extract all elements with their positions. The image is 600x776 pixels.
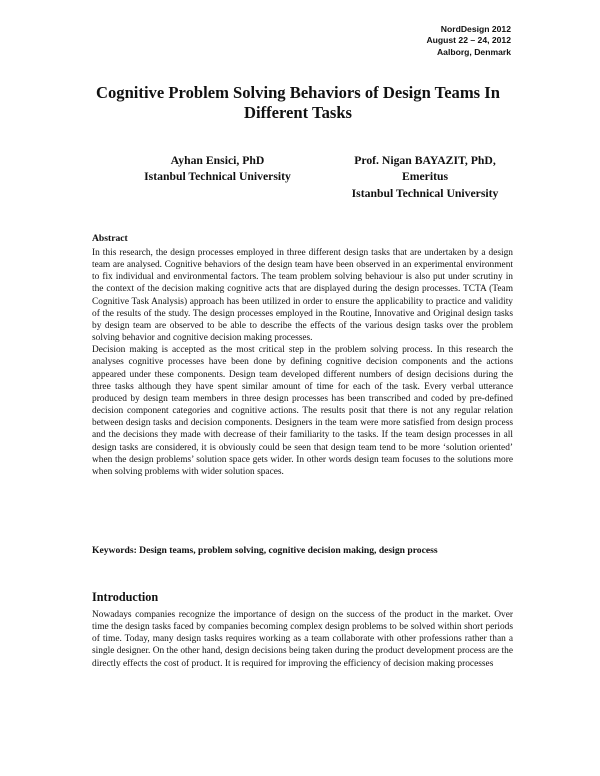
abstract-body bbox=[92, 247, 513, 478]
title-line-1: Cognitive Problem Solving Behaviors of Design Teams In bbox=[96, 83, 500, 102]
introduction-heading: Introduction bbox=[92, 590, 159, 604]
keywords: Keywords: Design teams, problem solving, cognitive decision making, design process bbox=[92, 545, 438, 556]
author-2-affiliation: Istanbul Technical University bbox=[351, 186, 499, 200]
conference-name: NordDesign 2012 bbox=[440, 24, 511, 34]
introduction-paragraph: Nowadays companies recognize the importance of design on the success of the product in the market. Over time the design tasks faced by companies becoming complex design problems to be solved within short periods of time. Today, many design tasks requires working as a team collaborate with other professions rather than a single designer. On the other hand, design decisions being taken during the product development process are the directly effects the cost of product. It is required for improving the efficiency of decision making processes bbox=[92, 610, 513, 669]
author-2-name-line-2: Emeritus bbox=[401, 170, 449, 184]
abstract-heading: Abstract bbox=[92, 233, 128, 244]
abstract-paragraph-1: In this research, the design processes employed in three different design tasks that are undertaken by a design team are analysed. Cognitive behaviors of the design team have been observed in an experimental environment to fix individual and environmental factors. The team problem solving behaviour is also put under scrutiny in the context of the decision making cognitive acts that are displayed during the design processes. TCTA (Team Cognitive Task Analysis) approach has been utilized in order to ensure the applicability to practice and validity of the results of the study. The design processes employed in the Routine, Innovative and Original design tasks by design team are observed to be able to describe the effects of the various design tasks over the problem solving behavior and cognitive decision making processes. bbox=[92, 248, 513, 344]
author-2-name-line-1: Prof. Nigan BAYAZIT, PhD, bbox=[354, 154, 496, 167]
author-2 bbox=[300, 153, 550, 202]
conference-location: Aalborg, Denmark bbox=[436, 46, 511, 57]
conference-dates: August 22 – 24, 2012 bbox=[426, 35, 511, 46]
author-1-affiliation: Istanbul Technical University bbox=[144, 170, 291, 184]
conference-header bbox=[426, 24, 511, 58]
abstract-paragraph-2: Decision making is accepted as the most critical step in the problem solving process. In this research the analyses cognitive processes have been done by defining cognitive decision components and the actions appeared under these components. Design team developed different numbers of design decisions during the three tasks although they have spent similar amount of time for each of the task. Every verbal utterance produced by design team members in three design processes has been transcribed and coded by pre-defined decision component categories and cognitive actions. The results posit that there is not any regular relation between design tasks and decision components. Designers in the team were more satisfied from design process and the decisions they made with decrease of their familiarity to the tasks. If the team design processes in all design tasks are considered, it is obviously could be seen that design team tend to be more ‘solution oriented’ when the design problems’ solution space gets wider. In other words design team focuses to the solutions more when solving problems with wider solution spaces. bbox=[92, 345, 513, 477]
title-line-2: Different Tasks bbox=[243, 102, 353, 122]
paper-title bbox=[60, 83, 536, 122]
author-1-name: Ayhan Ensici, PhD bbox=[170, 154, 265, 167]
introduction-body bbox=[92, 609, 513, 670]
